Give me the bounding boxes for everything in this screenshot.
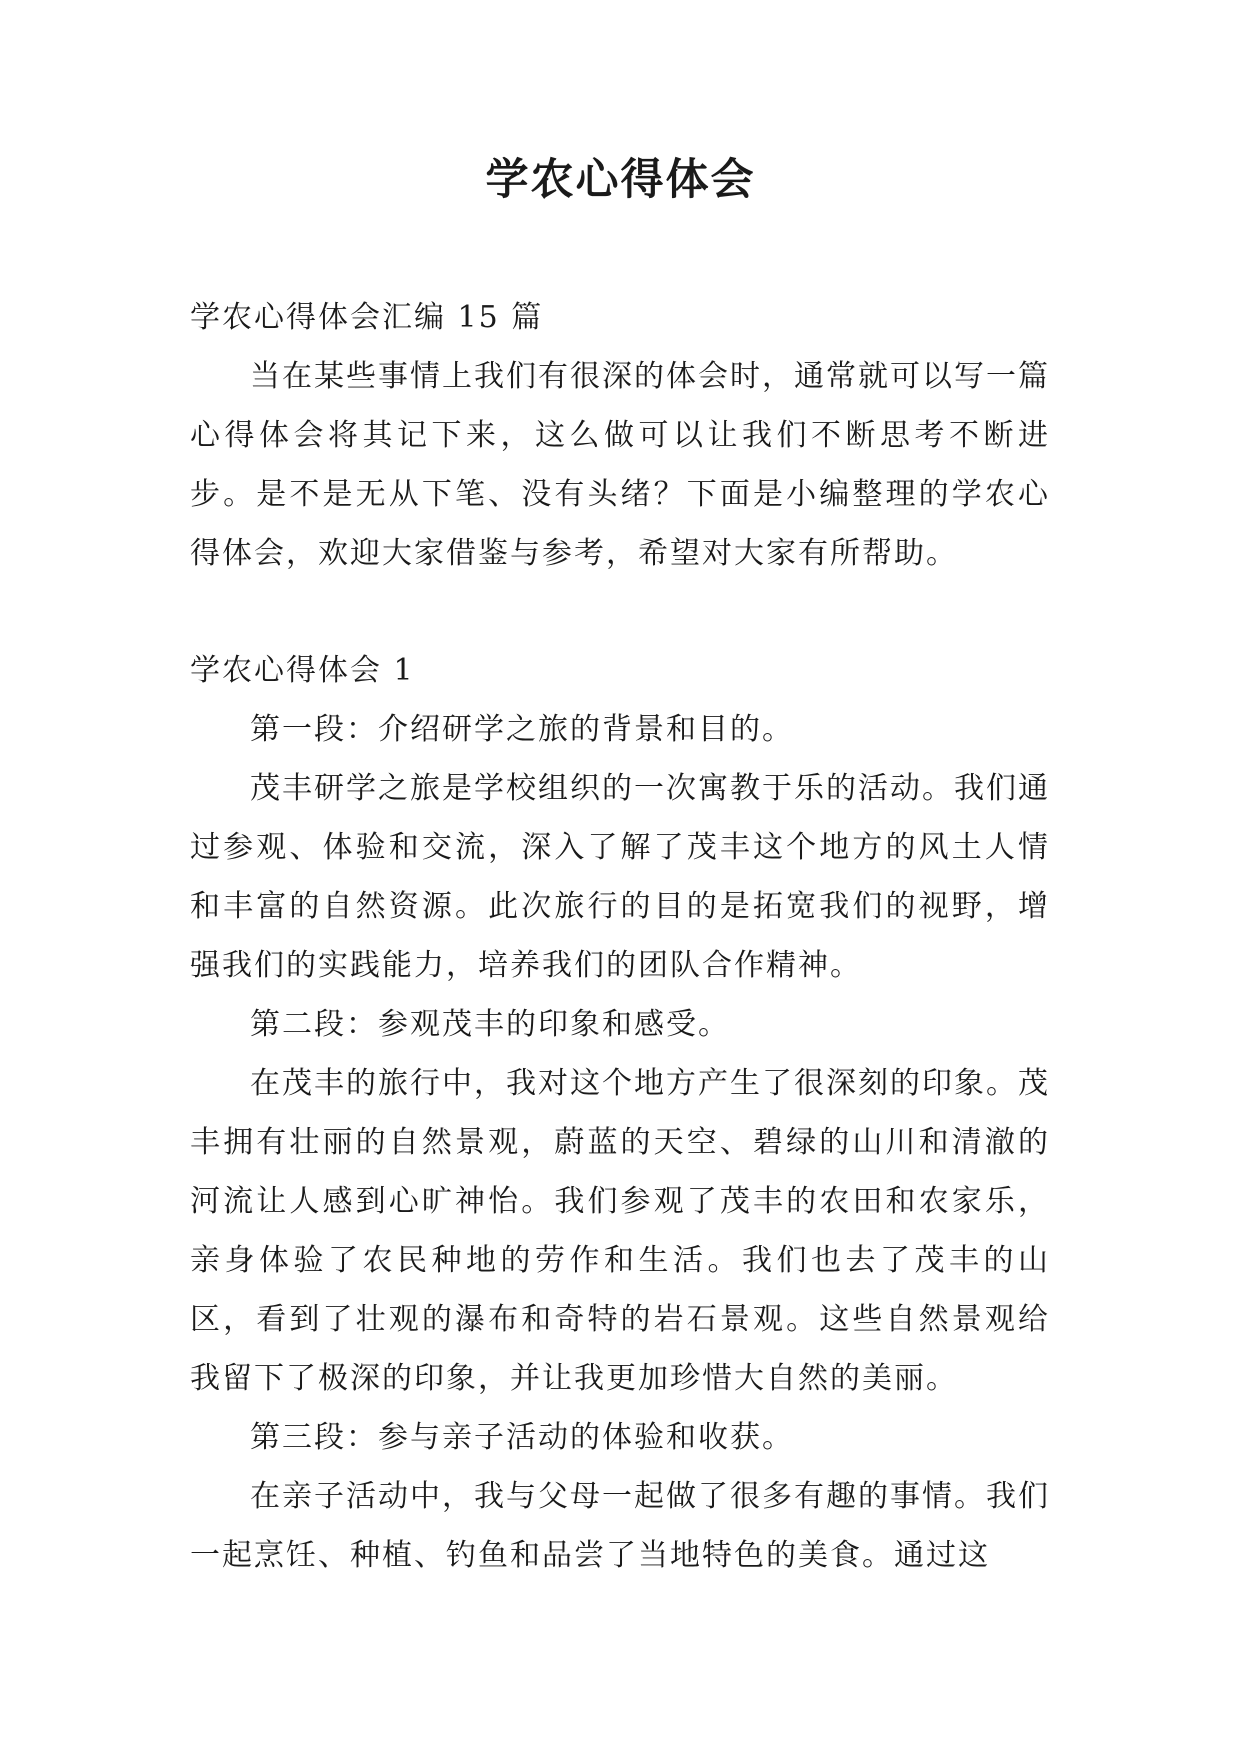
intro-paragraph: 当在某些事情上我们有很深的体会时，通常就可以写一篇心得体会将其记下来，这么做可以让我们不断思考不断进步。是不是无从下笔、没有头绪？下面是小编整理的学农心得体会，欢迎大家借鉴与参考，希望对大家有所帮助。 xyxy=(190,359,1050,571)
section-spacer xyxy=(190,583,1050,641)
paragraph-5: 第三段：参与亲子活动的体验和收获。 xyxy=(250,1420,794,1455)
paragraph-4: 在茂丰的旅行中，我对这个地方产生了很深刻的印象。茂丰拥有壮丽的自然景观，蔚蓝的天空、碧绿的山川和清澈的河流让人感到心旷神怡。我们参观了茂丰的农田和农家乐，亲身体验了农民种地的劳作和生活。我们也去了茂丰的山区，看到了壮观的瀑布和奇特的岩石景观。这些自然景观给我留下了极深的印象，并让我更加珍惜大自然的美丽。 xyxy=(190,1066,1050,1396)
document-subtitle: 学农心得体会汇编 15 篇 xyxy=(190,300,544,335)
section-heading: 学农心得体会 1 xyxy=(190,653,415,688)
document-body xyxy=(190,288,1050,1585)
paragraph-6: 在亲子活动中，我与父母一起做了很多有趣的事情。我们一起烹饪、种植、钓鱼和品尝了当地特色的美食。通过这 xyxy=(190,1479,1050,1573)
paragraph-1: 第一段：介绍研学之旅的背景和目的。 xyxy=(250,712,794,747)
document-title: 学农心得体会 xyxy=(485,155,756,205)
paragraph-3: 第二段：参观茂丰的印象和感受。 xyxy=(250,1007,730,1042)
paragraph-2: 茂丰研学之旅是学校组织的一次寓教于乐的活动。我们通过参观、体验和交流，深入了解了茂丰这个地方的风土人情和丰富的自然资源。此次旅行的目的是拓宽我们的视野，增强我们的实践能力，培养我们的团队合作精神。 xyxy=(190,771,1050,983)
